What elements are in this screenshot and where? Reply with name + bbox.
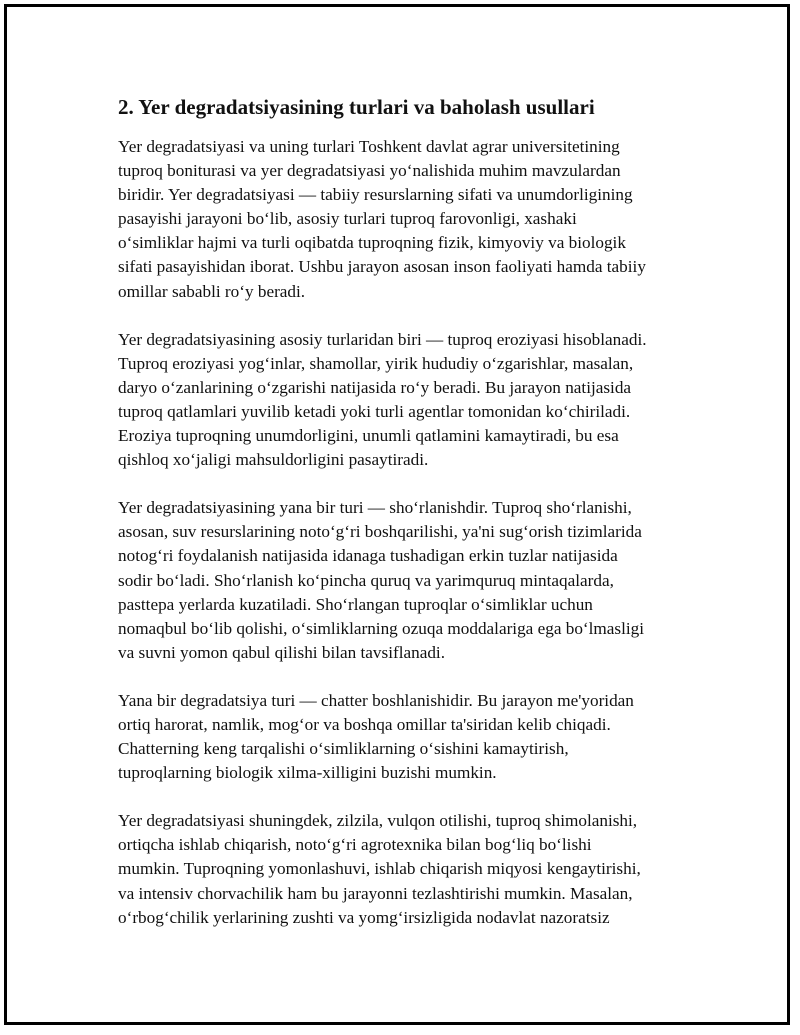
text-line: nomaqbul bo‘lib qolishi, o‘simliklarning ozuqa moddalariga ega bo‘lmasligi xyxy=(118,618,645,638)
text-line: pasayishi jarayoni bo‘lib, asosiy turlari tuproq farovonligi, xashaki xyxy=(118,209,577,229)
text-line: omillar sababli ro‘y beradi. xyxy=(118,281,306,301)
text-line: notog‘ri foydalanish natijasida idanaga tushadigan erkin tuzlar natijasida xyxy=(118,546,618,566)
text-line: mumkin. Tuproqning yomonlashuvi, ishlab chiqarish miqyosi kengaytirishi, xyxy=(118,859,641,879)
text-line: daryo o‘zanlarining o‘zgarishi natijasida ro‘y beradi. Bu jarayon natijasida xyxy=(118,377,632,397)
section-title: 2. Yer degradatsiyasining turlari va baholash usullari xyxy=(118,95,595,119)
text-line: qishloq xo‘jaligi mahsuldorligini pasaytiradi. xyxy=(118,450,429,470)
text-line: tuproqlarning biologik xilma-xilligini buzishi mumkin. xyxy=(118,763,497,783)
text-line: biridir. Yer degradatsiyasi — tabiiy resurslarning sifati va unumdorligining xyxy=(118,185,633,205)
text-line: ortiq harorat, namlik, mog‘or va boshqa omillar ta'siridan kelib chiqadi. xyxy=(118,714,611,734)
text-line: Eroziya tuproqning unumdorligini, unumli qatlamini kamaytiradi, bu esa xyxy=(118,426,619,446)
text-line: Yer degradatsiyasining asosiy turlaridan biri — tuproq eroziyasi hisoblanadi. xyxy=(118,329,647,349)
text-line: Yer degradatsiyasi shuningdek, zilzila, vulqon otilishi, tuproq shimolanishi, xyxy=(118,811,638,831)
paragraph-intro xyxy=(118,135,693,304)
text-line: sodir bo‘ladi. Sho‘rlanish ko‘pincha quruq va yarimquruq mintaqalarda, xyxy=(118,570,614,590)
text-line: asosan, suv resurslarining noto‘g‘ri boshqarilishi, ya'ni sug‘orish tizimlarida xyxy=(118,522,642,542)
text-line: o‘rbog‘chilik yerlarining zushti va yomg‘irsizligida nodavlat nazoratsiz xyxy=(118,907,610,927)
text-line: ortiqcha ishlab chiqarish, noto‘g‘ri agrotexnika bilan bog‘liq bo‘lishi xyxy=(118,835,592,855)
text-line: va suvni yomon qabul qilishi bilan tavsiflanadi. xyxy=(118,642,445,662)
text-line: Yana bir degradatsiya turi — chatter boshlanishidir. Bu jarayon me'yoridan xyxy=(118,690,634,710)
text-line: tuproq boniturasi va yer degradatsiyasi yo‘nalishida muhim mavzulardan xyxy=(118,161,621,181)
text-line: Yer degradatsiyasining yana bir turi — sho‘rlanishdir. Tuproq sho‘rlanishi, xyxy=(118,498,632,518)
paragraph-erosion xyxy=(118,328,693,473)
paragraph-other-causes xyxy=(118,809,693,929)
text-line: tuproq qatlamlari yuvilib ketadi yoki turli agentlar tomonidan ko‘chiriladi. xyxy=(118,401,631,421)
text-line: va intensiv chorvachilik ham bu jarayonni tezlashtirishi mumkin. Masalan, xyxy=(118,883,633,903)
text-line: sifati pasayishidan iborat. Ushbu jarayon asosan inson faoliyati hamda tabiiy xyxy=(118,257,646,277)
text-line: Chatterning keng tarqalishi o‘simliklarning o‘sishini kamaytirish, xyxy=(118,739,569,759)
text-line: Yer degradatsiyasi va uning turlari Toshkent davlat agrar universitetining xyxy=(118,137,620,156)
text-line: Tuproq eroziyasi yog‘inlar, shamollar, yirik hududiy o‘zgarishlar, masalan, xyxy=(118,353,634,373)
paragraph-chatter xyxy=(118,689,693,785)
paragraph-salinization xyxy=(118,496,693,665)
text-line: o‘simliklar hajmi va turli oqibatda tuproqning fizik, kimyoviy va biologik xyxy=(118,233,626,253)
document-body xyxy=(118,93,693,954)
text-line: pasttepa yerlarda kuzatiladi. Sho‘rlangan tuproqlar o‘simliklar uchun xyxy=(118,594,593,614)
